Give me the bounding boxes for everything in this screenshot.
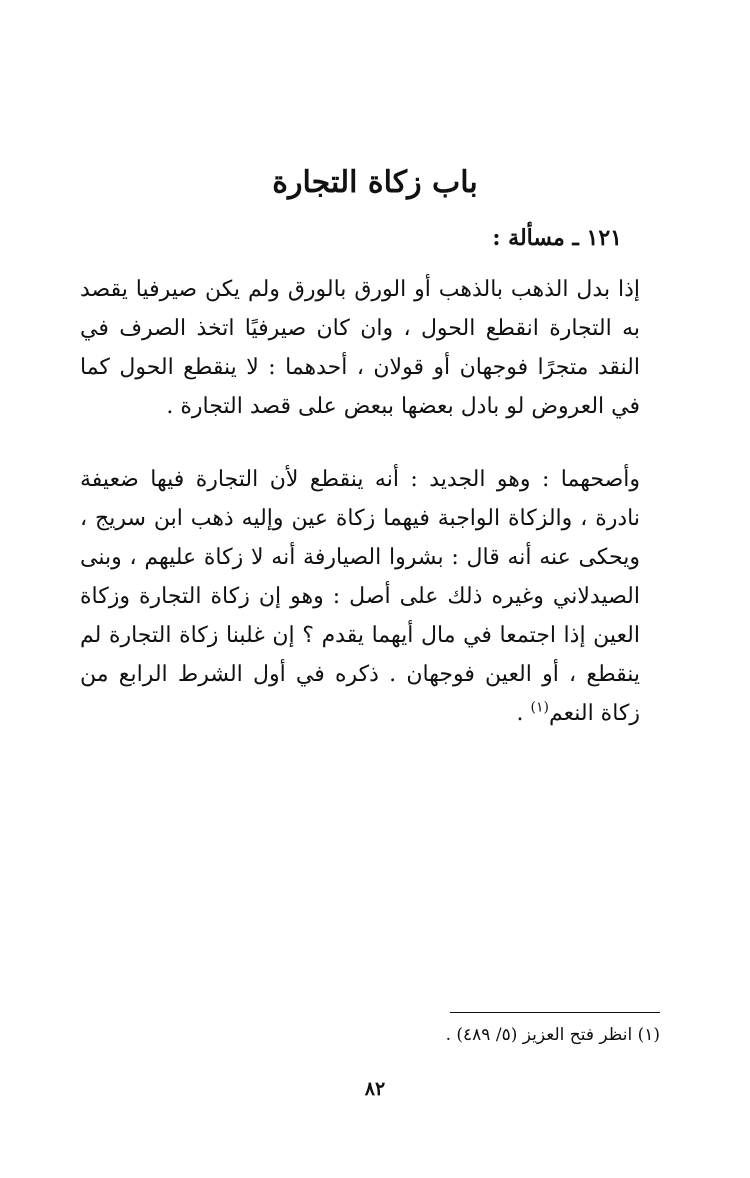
footnote: (١) انظر فتح العزيز (٥/ ٤٨٩) . (445, 1025, 660, 1045)
issue-number: ١٢١ (586, 225, 622, 251)
issue-heading (492, 225, 622, 251)
issue-label: ـ مسألة : (492, 225, 579, 251)
footnote-reference[interactable]: (١) (530, 699, 549, 716)
chapter-title: باب زكاة التجارة (272, 165, 478, 200)
paragraph-2 (80, 460, 640, 733)
paragraph-2-ending: . (516, 701, 531, 726)
page-number: ٨٢ (364, 1078, 386, 1100)
paragraph-2-text: وأصحهما : وهو الجديد : أنه ينقطع لأن التجارة فيها ضعيفة نادرة ، والزكاة الواجبة فيهما زكاة عين وإليه ذهب ابن سريج ، ويحكى عنه أنه قال : بشروا الصيارفة أنه لا زكاة عليهم ، وبنى الصيدلاني وغيره ذلك على أصل : وهو إن زكاة التجارة وزكاة العين إذا اجتمعا في مال أيهما يقدم ؟ إن غلبنا زكاة التجارة لم ينقطع ، أو العين فوجهان . ذكره في أول الشرط الرابع من زكاة النعم (80, 467, 640, 726)
footnote-separator (450, 1012, 660, 1013)
paragraph-1: إذا بدل الذهب بالذهب أو الورق بالورق ولم يكن صيرفيا يقصد به التجارة انقطع الحول ، وان كان صيرفيًا اتخذ الصرف في النقد متجرًا فوجهان أو قولان ، أحدهما : لا ينقطع الحول كما في العروض لو بادل بعضها ببعض على قصد التجارة . (80, 277, 640, 419)
